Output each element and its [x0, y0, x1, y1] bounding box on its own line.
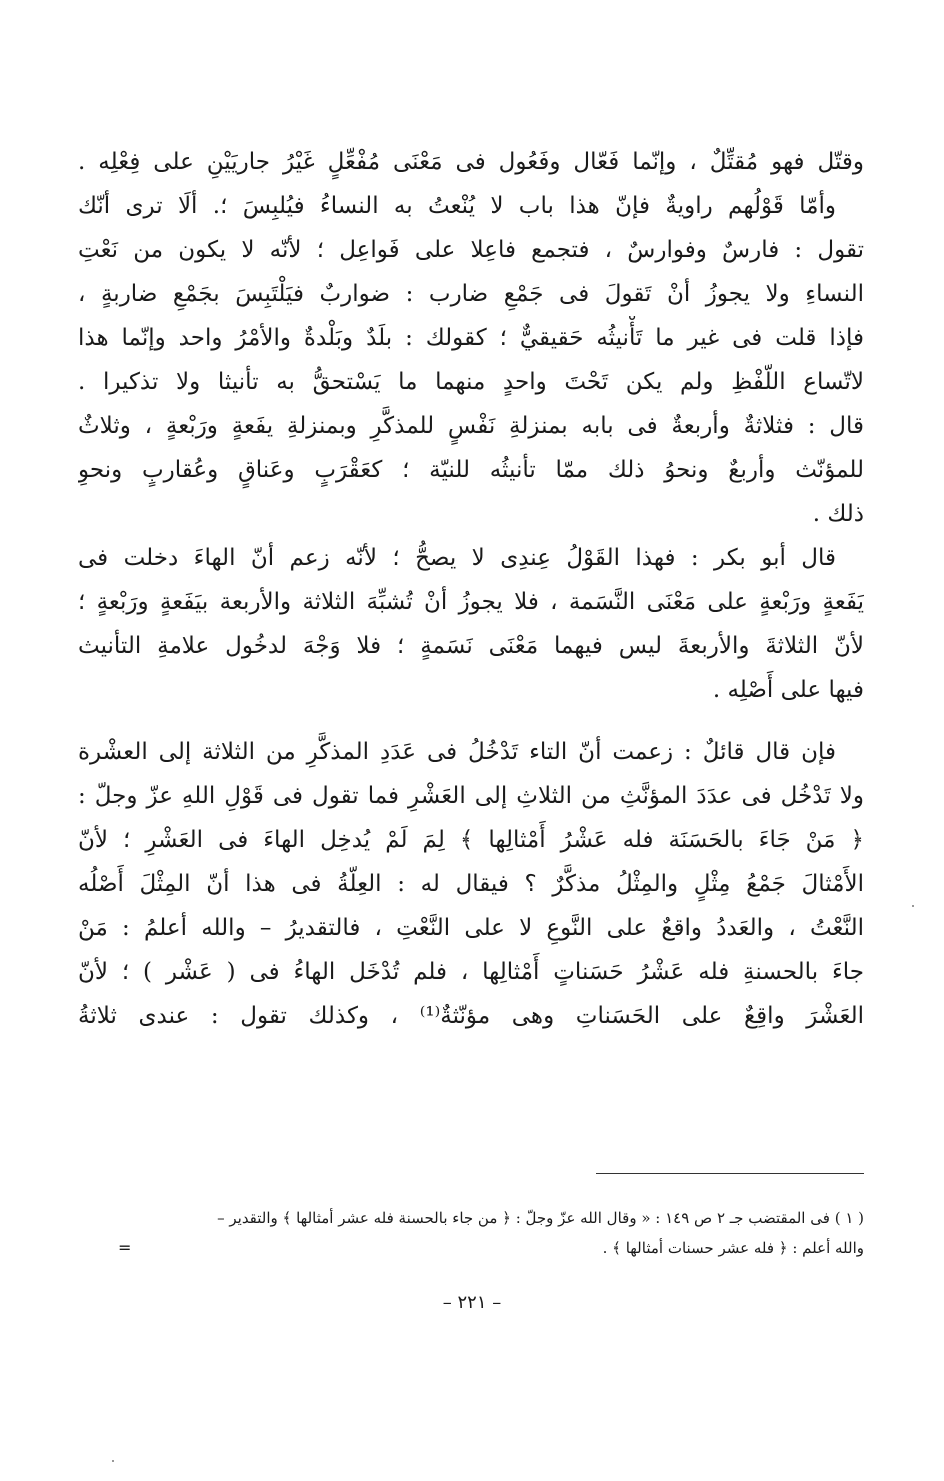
scan-speck — [912, 905, 914, 907]
text-line-7: قال : فثلاثةٌ وأربعةٌ فى بابه بمنزلةِ نَفْسٍ للمذكَّرِ وبمنزلةِ يفَعةٍ ورَبْعةٍ ، وثلاثٌ — [78, 413, 864, 439]
footnote-separator — [596, 1173, 864, 1174]
text-line-14: فإن قال قائلٌ : زعمت أنّ التاء تَدْخُلُ فى عَدَدِ المذكَّرِ من الثلاثة إلى العشْرة — [78, 739, 836, 765]
text-line-3: تقول : فارسٌ وفوارسٌ ، فتجمع فاعِلا على فَواعِل ؛ لأنّه لا يكون من نَعْتِ — [78, 237, 864, 263]
text-line-13: فيها على أَصْلِه . — [712, 677, 864, 703]
scan-speck — [112, 1460, 114, 1462]
text-line-20: العَشْرَ واقِعٌ على الحَسَناتِ وهى مؤنّثةٌ⁽¹⁾ ، وكذلك تقول : عندى ثلاثةُ — [78, 1003, 864, 1029]
text-line-12: لأنّ الثلاثةَ والأربعةَ ليس فيهما مَعْنَى نَسَمةٍ ؛ فلا وَجْهَ لدخُول علامةِ التأنيث — [78, 633, 864, 659]
text-line-6: لاتّساع اللّفْظِ ولم يكن تَحْتَ واحدٍ منهما ما يَسْتحقُّ به تأنيثا ولا تذكيرا . — [78, 369, 864, 395]
page-number: – ٢٢١ – — [442, 1292, 502, 1313]
text-line-8: للمؤنّث وأربعٌ ونحوُ ذلك ممّا تأنيثُه للنيّة ؛ كعَقْرَبٍ وعَناقٍ وعُقاربٍ ونحوِ — [78, 457, 864, 483]
main-text — [78, 140, 864, 1038]
footnote-continuation-mark: = — [118, 1238, 132, 1257]
text-line-16: ﴿ مَنْ جَاءَ بالحَسَنَة فله عَشْرُ أَمْثالِها ﴾ لِمَ لَمْ يُدخِل الهاءَ فى العَشْرِ ؛ لأنّ — [78, 827, 864, 853]
text-line-4: النساءِ ولا يجوزُ أنْ تَقولَ فى جَمْعِ ضارب : ضواربٌ فيَلْتَبِسَ بجَمْعِ ضاربةٍ ، — [78, 281, 864, 307]
text-line-10: قال أبو بكر : فهذا القَوْلُ عِندِى لا يصحُّ ؛ لأنّه زعم أنّ الهاءَ دخلت فى — [78, 545, 836, 571]
footnotes — [120, 1203, 864, 1263]
text-line-2: وأمّا قَوْلُهم راويةٌ فإنّ هذا باب لا يُنْعتُ به النساءُ فيُلبِسَ ؛. ألَا ترى أنّك — [78, 193, 836, 219]
footnote-line-1: ( ١ ) فى المقتضب جـ ٢ ص ١٤٩ : « وقال الله عزّ وجلّ : ﴿ من جاء بالحسنة فله عشر أمثالها ﴾ والتقدير – — [217, 1209, 864, 1227]
paragraph-gap — [78, 712, 864, 730]
text-line-17: الأَمْثالَ جَمْعُ مِثْلٍ والمِثْلُ مذكَّرٌ ؟ فيقال له : العِلّةُ فى هذا أنّ المِثْلَ أَصْلُه — [78, 871, 864, 897]
text-line-1: وقتّل فهو مُقتِّلٌ ، وإنّما فَعّال وفَعُول فى مَعْنَى مُفْعِّلٍ غَيْرُ جاريَيْنِ على فِعْلِه . — [78, 149, 864, 175]
text-line-19: جاءَ بالحسنةِ فله عَشْرُ حَسَناتٍ أَمْثالِها ، فلم تُدْخَل الهاءُ فى ( عَشْر ) ؛ لأنّ — [78, 959, 864, 985]
text-line-11: يَفَعةٍ ورَبْعةٍ على مَعْنَى النَّسَمة ، فلا يجوزُ أنْ تُشبِّهَ الثلاثة والأربعة بيَفَعةٍ ورَبْعةٍ ؛ — [78, 589, 864, 615]
text-line-18: النَّعْتُ ، والعَددُ واقعٌ على النَّوعِ لا على النَّعْتِ ، فالتقديرُ – والله أعلمُ : مَنْ — [78, 915, 864, 941]
text-line-15: ولا تَدْخُل فى عدَدَ المؤنَّثِ من الثلاثِ إلى العَشْرِ فما تقول فى قَوْلِ اللهِ عزّ وجلّ : — [78, 783, 864, 809]
text-line-9: ذلك . — [812, 501, 864, 527]
footnote-line-2: والله أعلم : ﴿ فله عشر حسنات أمثالها ﴾ . — [602, 1239, 864, 1257]
text-line-5: فإذا قلت فى غير ما تَأْنيثُه حَقيقيٌّ ؛ كقولك : بلَدٌ وبَلْدةٌ والأمْرُ واحد وإنّما هذا — [78, 325, 864, 351]
